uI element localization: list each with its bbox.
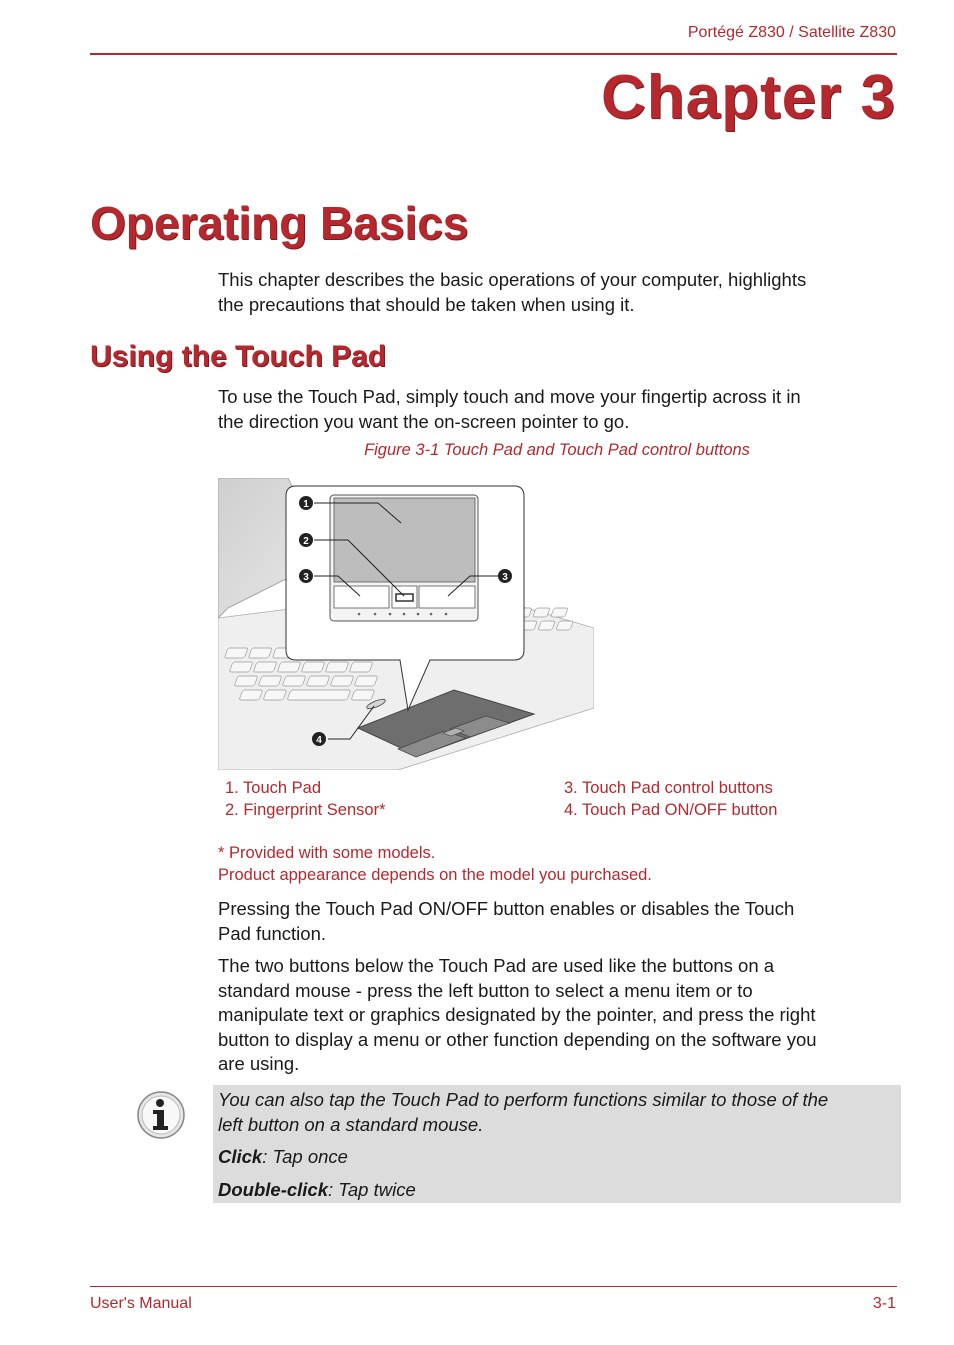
info-icon (136, 1090, 186, 1140)
callout-4: 4 (316, 735, 322, 746)
callout-1: 1 (303, 499, 309, 510)
touchpad-figure (218, 478, 594, 770)
header-rule (90, 53, 897, 55)
intro-line-1: This chapter describes the basic operations of your computer, highlights (218, 269, 807, 290)
touchpad-intro-paragraph (218, 385, 890, 434)
section-title: Operating Basics (90, 197, 469, 249)
callout-3-right: 3 (502, 572, 508, 583)
onoff-line-2: Pad function. (218, 922, 326, 944)
buttons-line-3: manipulate text or graphics designated by the pointer, and press the right (218, 1004, 816, 1025)
note-click-text: : Tap once (262, 1146, 348, 1167)
intro-paragraph (218, 268, 890, 317)
footer-manual-label: User's Manual (90, 1295, 192, 1312)
onoff-paragraph (218, 897, 890, 946)
note-line-2: left button on a standard mouse. (218, 1114, 484, 1135)
intro-line-2: the precautions that should be taken when using it. (218, 293, 635, 315)
note-double-click-text: : Tap twice (328, 1179, 416, 1200)
callout-3-left: 3 (303, 572, 309, 583)
touchpad-intro-line-2: the direction you want the on-screen pointer to go. (218, 410, 630, 432)
footer-rule (90, 1286, 897, 1287)
footnote-models: * Provided with some models. (218, 844, 436, 862)
buttons-paragraph (218, 954, 890, 1077)
note-double-click (218, 1178, 416, 1203)
footnote-appearance: Product appearance depends on the model you purchased. (218, 866, 652, 884)
buttons-line-1: The two buttons below the Touch Pad are used like the buttons on a (218, 955, 775, 976)
legend-item-2: 2. Fingerprint Sensor* (225, 801, 386, 819)
legend-item-1: 1. Touch Pad (225, 779, 322, 797)
legend-item-4: 4. Touch Pad ON/OFF button (564, 801, 778, 819)
footer-page-number: 3-1 (872, 1295, 896, 1312)
buttons-line-5: are using. (218, 1053, 300, 1074)
note-double-click-label: Double-click (218, 1179, 328, 1200)
note-line-1: You can also tap the Touch Pad to perform functions similar to those of the (218, 1089, 829, 1110)
note-click-label: Click (218, 1146, 263, 1167)
figure-caption: Figure 3-1 Touch Pad and Touch Pad control buttons (364, 441, 750, 459)
callout-2: 2 (303, 536, 309, 547)
subsection-title: Using the Touch Pad (90, 340, 387, 373)
onoff-line-1: Pressing the Touch Pad ON/OFF button enables or disables the Touch (218, 898, 795, 919)
buttons-line-2: standard mouse - press the left button to select a menu item or to (218, 979, 753, 1001)
chapter-title: Chapter 3 (601, 63, 896, 132)
buttons-line-4: button to display a menu or other function depending on the software you (218, 1028, 817, 1050)
note-click (218, 1145, 348, 1170)
running-header: Portégé Z830 / Satellite Z830 (687, 24, 896, 41)
touchpad-intro-line-1: To use the Touch Pad, simply touch and move your fingertip across it in (218, 386, 801, 407)
legend-item-3: 3. Touch Pad control buttons (564, 779, 773, 797)
touchpad-illustration (218, 478, 594, 770)
